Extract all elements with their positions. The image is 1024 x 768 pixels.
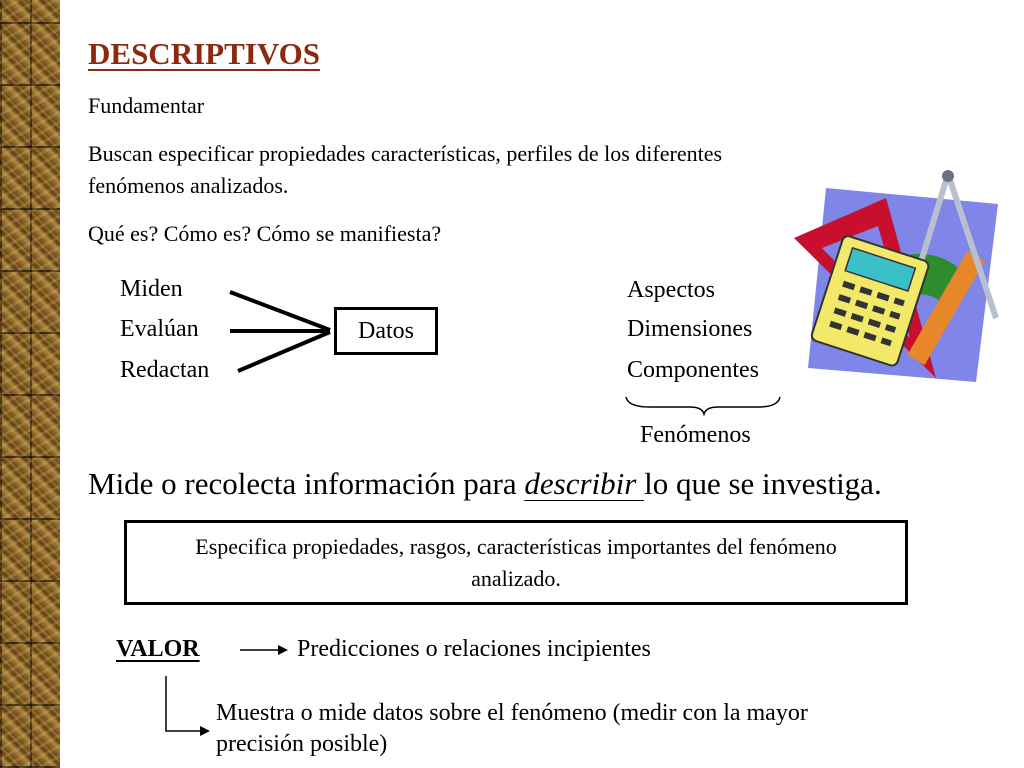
statement-prefix: Mide o recolecta información para bbox=[88, 466, 525, 501]
valor-branch-head bbox=[200, 726, 210, 736]
arrow-line-top bbox=[230, 292, 330, 330]
verb-miden: Miden bbox=[120, 276, 183, 302]
paragraph-line-2: fenómenos analizados. bbox=[88, 173, 289, 198]
datos-box: Datos bbox=[334, 307, 438, 355]
math-tools-clipart bbox=[786, 168, 1010, 392]
arrow-line-bottom bbox=[238, 332, 330, 371]
valor-label: VALOR bbox=[116, 636, 200, 662]
statement-emphasis: describir bbox=[524, 466, 645, 501]
questions: Qué es? Cómo es? Cómo se manifiesta? bbox=[88, 221, 442, 246]
curly-brace bbox=[626, 397, 780, 414]
statement bbox=[88, 466, 882, 502]
verb-redactan: Redactan bbox=[120, 357, 210, 383]
valor-prediction: Predicciones o relaciones incipientes bbox=[297, 636, 651, 662]
verb-evaluan: Evalúan bbox=[120, 316, 199, 342]
statement-suffix: lo que se investiga. bbox=[644, 466, 882, 501]
valor-branch-line bbox=[166, 676, 204, 731]
specification-box: Especifica propiedades, rasgos, características importantes del fenómeno analizado. bbox=[124, 520, 908, 605]
subtitle: Fundamentar bbox=[88, 93, 205, 118]
paragraph-line-1: Buscan especificar propiedades características, perfiles de los diferentes bbox=[88, 141, 723, 166]
phenomena-label: Fenómenos bbox=[640, 422, 751, 448]
valor-branch-line-2: precisión posible) bbox=[216, 731, 388, 757]
aspect-componentes: Componentes bbox=[627, 357, 759, 383]
slide-title: DESCRIPTIVOS bbox=[88, 36, 320, 71]
aspect-aspectos: Aspectos bbox=[627, 277, 715, 303]
valor-arrow-head bbox=[278, 645, 288, 655]
aspect-dimensiones: Dimensiones bbox=[627, 316, 753, 342]
valor-branch-line-1: Muestra o mide datos sobre el fenómeno (medir con la mayor bbox=[216, 700, 808, 726]
